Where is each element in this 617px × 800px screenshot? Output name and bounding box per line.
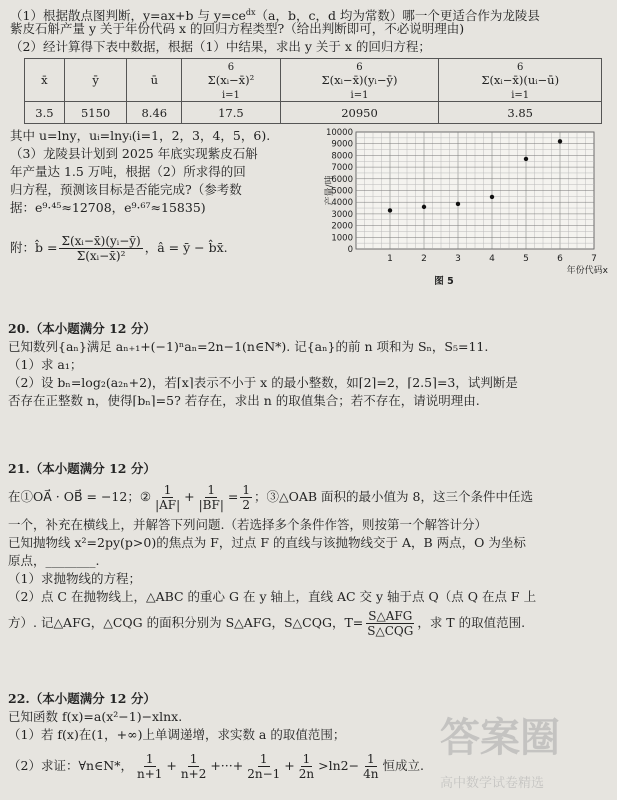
- table-header-sum: 6 Σ(xᵢ−x̄)(uᵢ−ū) i=1: [439, 59, 602, 102]
- q21-line4: 原点，________.: [8, 553, 100, 568]
- q21-line5: （1）求抛物线的方程；: [8, 571, 141, 586]
- table-header: ȳ: [64, 59, 127, 102]
- y-tick-label: 2000: [331, 221, 353, 232]
- watermark-logo: 答案圈: [440, 715, 560, 761]
- q22-line2: （1）若 f(x)在(1，+∞)上单调递增，求实数 a 的取值范围；: [8, 727, 346, 742]
- q19-part3-line4: 据：e⁹·⁴⁵≈12708，e⁹·⁶⁷≈15835): [10, 200, 206, 215]
- y-tick-label: 7000: [331, 163, 353, 174]
- y-tick-label: 10000: [325, 128, 353, 138]
- x-axis-label: 年份代码x: [566, 266, 608, 276]
- q21-line2: 一个，补充在横线上，并解答下列问题.（若选择多个条件作答，则按第一个解答计分）: [8, 517, 487, 532]
- x-tick-label: 2: [421, 254, 427, 264]
- q19-part1-line2: 紫皮石斛产量 y 关于年份代码 x 的回归方程类型?（给出判断即可，不必说明理由): [10, 21, 465, 36]
- y-tick-label: 5000: [331, 186, 353, 197]
- q20-line4: 否存在正整数 n，使得⌈bₙ⌉=5? 若存在，求出 n 的取值集合；若不存在，请说明理由.: [8, 393, 480, 408]
- q20-line3: （2）设 bₙ=log₂(a₂ₙ+2)，若⌈x⌉表示不小于 x 的最小整数，如⌈2⌉=2，⌈2.5⌉=3，试判断是: [8, 375, 518, 390]
- x-tick-label: 3: [455, 254, 461, 264]
- q22-line1: 已知函数 f(x)=a(x²−1)−xlnx.: [8, 709, 183, 724]
- y-tick-label: 9000: [331, 139, 353, 150]
- q20-line1: 已知数列{aₙ}满足 aₙ₊₁+(−1)ⁿaₙ=2n−1(n∈N*). 记{aₙ}的前 n 项和为 Sₙ，S₅=11.: [8, 339, 489, 354]
- q20-heading: 20.（本小题满分 12 分）: [8, 321, 156, 336]
- q21-heading: 21.（本小题满分 12 分）: [8, 461, 156, 476]
- q19-part1-line1: （1）根据散点图判断，y=ax+b 与 $y=ce^{dx}(a$，b，c，d 均为常数）哪一个更适合作为龙陵县: [10, 8, 540, 24]
- data-point: [422, 205, 426, 209]
- data-point: [490, 195, 494, 199]
- watermark-tag: 高中数学试卷精选: [440, 776, 545, 791]
- q19-where: 其中 u=lny，uᵢ=lnyᵢ(i=1，2，3，4，5，6).: [10, 128, 271, 143]
- q22-line3: （2）求证：∀n∈N*， $\frac{1}{n+1}$ + $\frac{1}{n+2}$ +···+ $\frac{1}{2n-1}$ + $\frac{1}{2n}$ >ln2− $\frac{1}{4n}$ 恒成立.: [8, 751, 424, 781]
- table-header-sum: 6 Σ(xᵢ−x̄)² i=1: [182, 59, 280, 102]
- regression-formula: 附： b̂ = $\frac{\text{Σ(xᵢ−x̄)(yᵢ−ȳ)}}{\text{Σ(xᵢ−x̄)²}}$ ，â = ȳ − b̂x̄.: [10, 233, 228, 263]
- q19-part2: （2）经计算得下表中数据，根据（1）中结果，求出 y 关于 x 的回归方程；: [10, 39, 431, 54]
- data-point: [558, 139, 562, 143]
- x-tick-label: 6: [557, 254, 563, 264]
- y-tick-label: 4000: [331, 198, 353, 209]
- q20-line2: （1）求 a₁；: [8, 357, 83, 372]
- data-point: [388, 208, 392, 212]
- table-header: x̄: [25, 59, 65, 102]
- table-cell: 5150: [64, 102, 127, 124]
- figure-caption: 图 5: [434, 276, 454, 287]
- table-cell: 8.46: [127, 102, 182, 124]
- q19-part3-line2: 年产量达 1.5 万吨，根据（2）所求得的回: [10, 164, 246, 179]
- q21-line3: 已知抛物线 x²=2py(p>0)的焦点为 F，过点 F 的直线与该抛物线交于 A，B 两点，O 为坐标: [8, 535, 526, 550]
- x-tick-label: 7: [591, 254, 597, 264]
- q22-heading: 22.（本小题满分 12 分）: [8, 691, 156, 706]
- table-cell: 3.5: [25, 102, 65, 124]
- table-cell: 20950: [280, 102, 439, 124]
- table-cell: 3.85: [439, 102, 602, 124]
- x-tick-label: 4: [489, 254, 495, 264]
- statistics-table: [24, 58, 602, 124]
- x-tick-label: 5: [523, 254, 529, 264]
- table-header-sum: 6 Σ(xᵢ−x̄)(yᵢ−ȳ) i=1: [280, 59, 439, 102]
- q21-line7: 方）. 记△AFG，△CQG 的面积分别为 S△AFG，S△CQG，T= $\frac{\text{S△AFG}}{\text{S△CQG}}$ ，求 T 的取值范围.: [8, 608, 526, 638]
- table-cell: 17.5: [182, 102, 280, 124]
- q19-part3-line1: （3）龙陵县计划到 2025 年底实现紫皮石斛: [10, 146, 258, 161]
- y-tick-label: 6000: [331, 174, 353, 185]
- table-header: ū: [127, 59, 182, 102]
- q21-line6: （2）点 C 在抛物线上，△ABC 的重心 G 在 y 轴上，直线 AC 交 y 轴于点 Q（点 Q 在点 F 上: [8, 589, 537, 604]
- y-axis-label: 产量/吨: [325, 175, 335, 206]
- q19-part3-line3: 归方程，预测该目标是否能完成?（参考数: [10, 182, 242, 197]
- y-tick-label: 1000: [331, 233, 353, 244]
- scatter-chart: [322, 128, 612, 288]
- y-tick-label: 0: [347, 245, 353, 255]
- q21-line1: 在①OA⃗ · OB⃗ = −12；② $\frac{1}{|AF|}$ + $\frac{1}{|BF|}$ = $\frac{1}{2}$ ；③△OAB 面积的最小值为 8，这三个条件中任选: [8, 482, 533, 512]
- x-tick-label: 1: [387, 254, 393, 264]
- y-tick-label: 3000: [331, 209, 353, 220]
- y-tick-label: 8000: [331, 151, 353, 162]
- data-point: [524, 157, 528, 161]
- data-point: [456, 202, 460, 206]
